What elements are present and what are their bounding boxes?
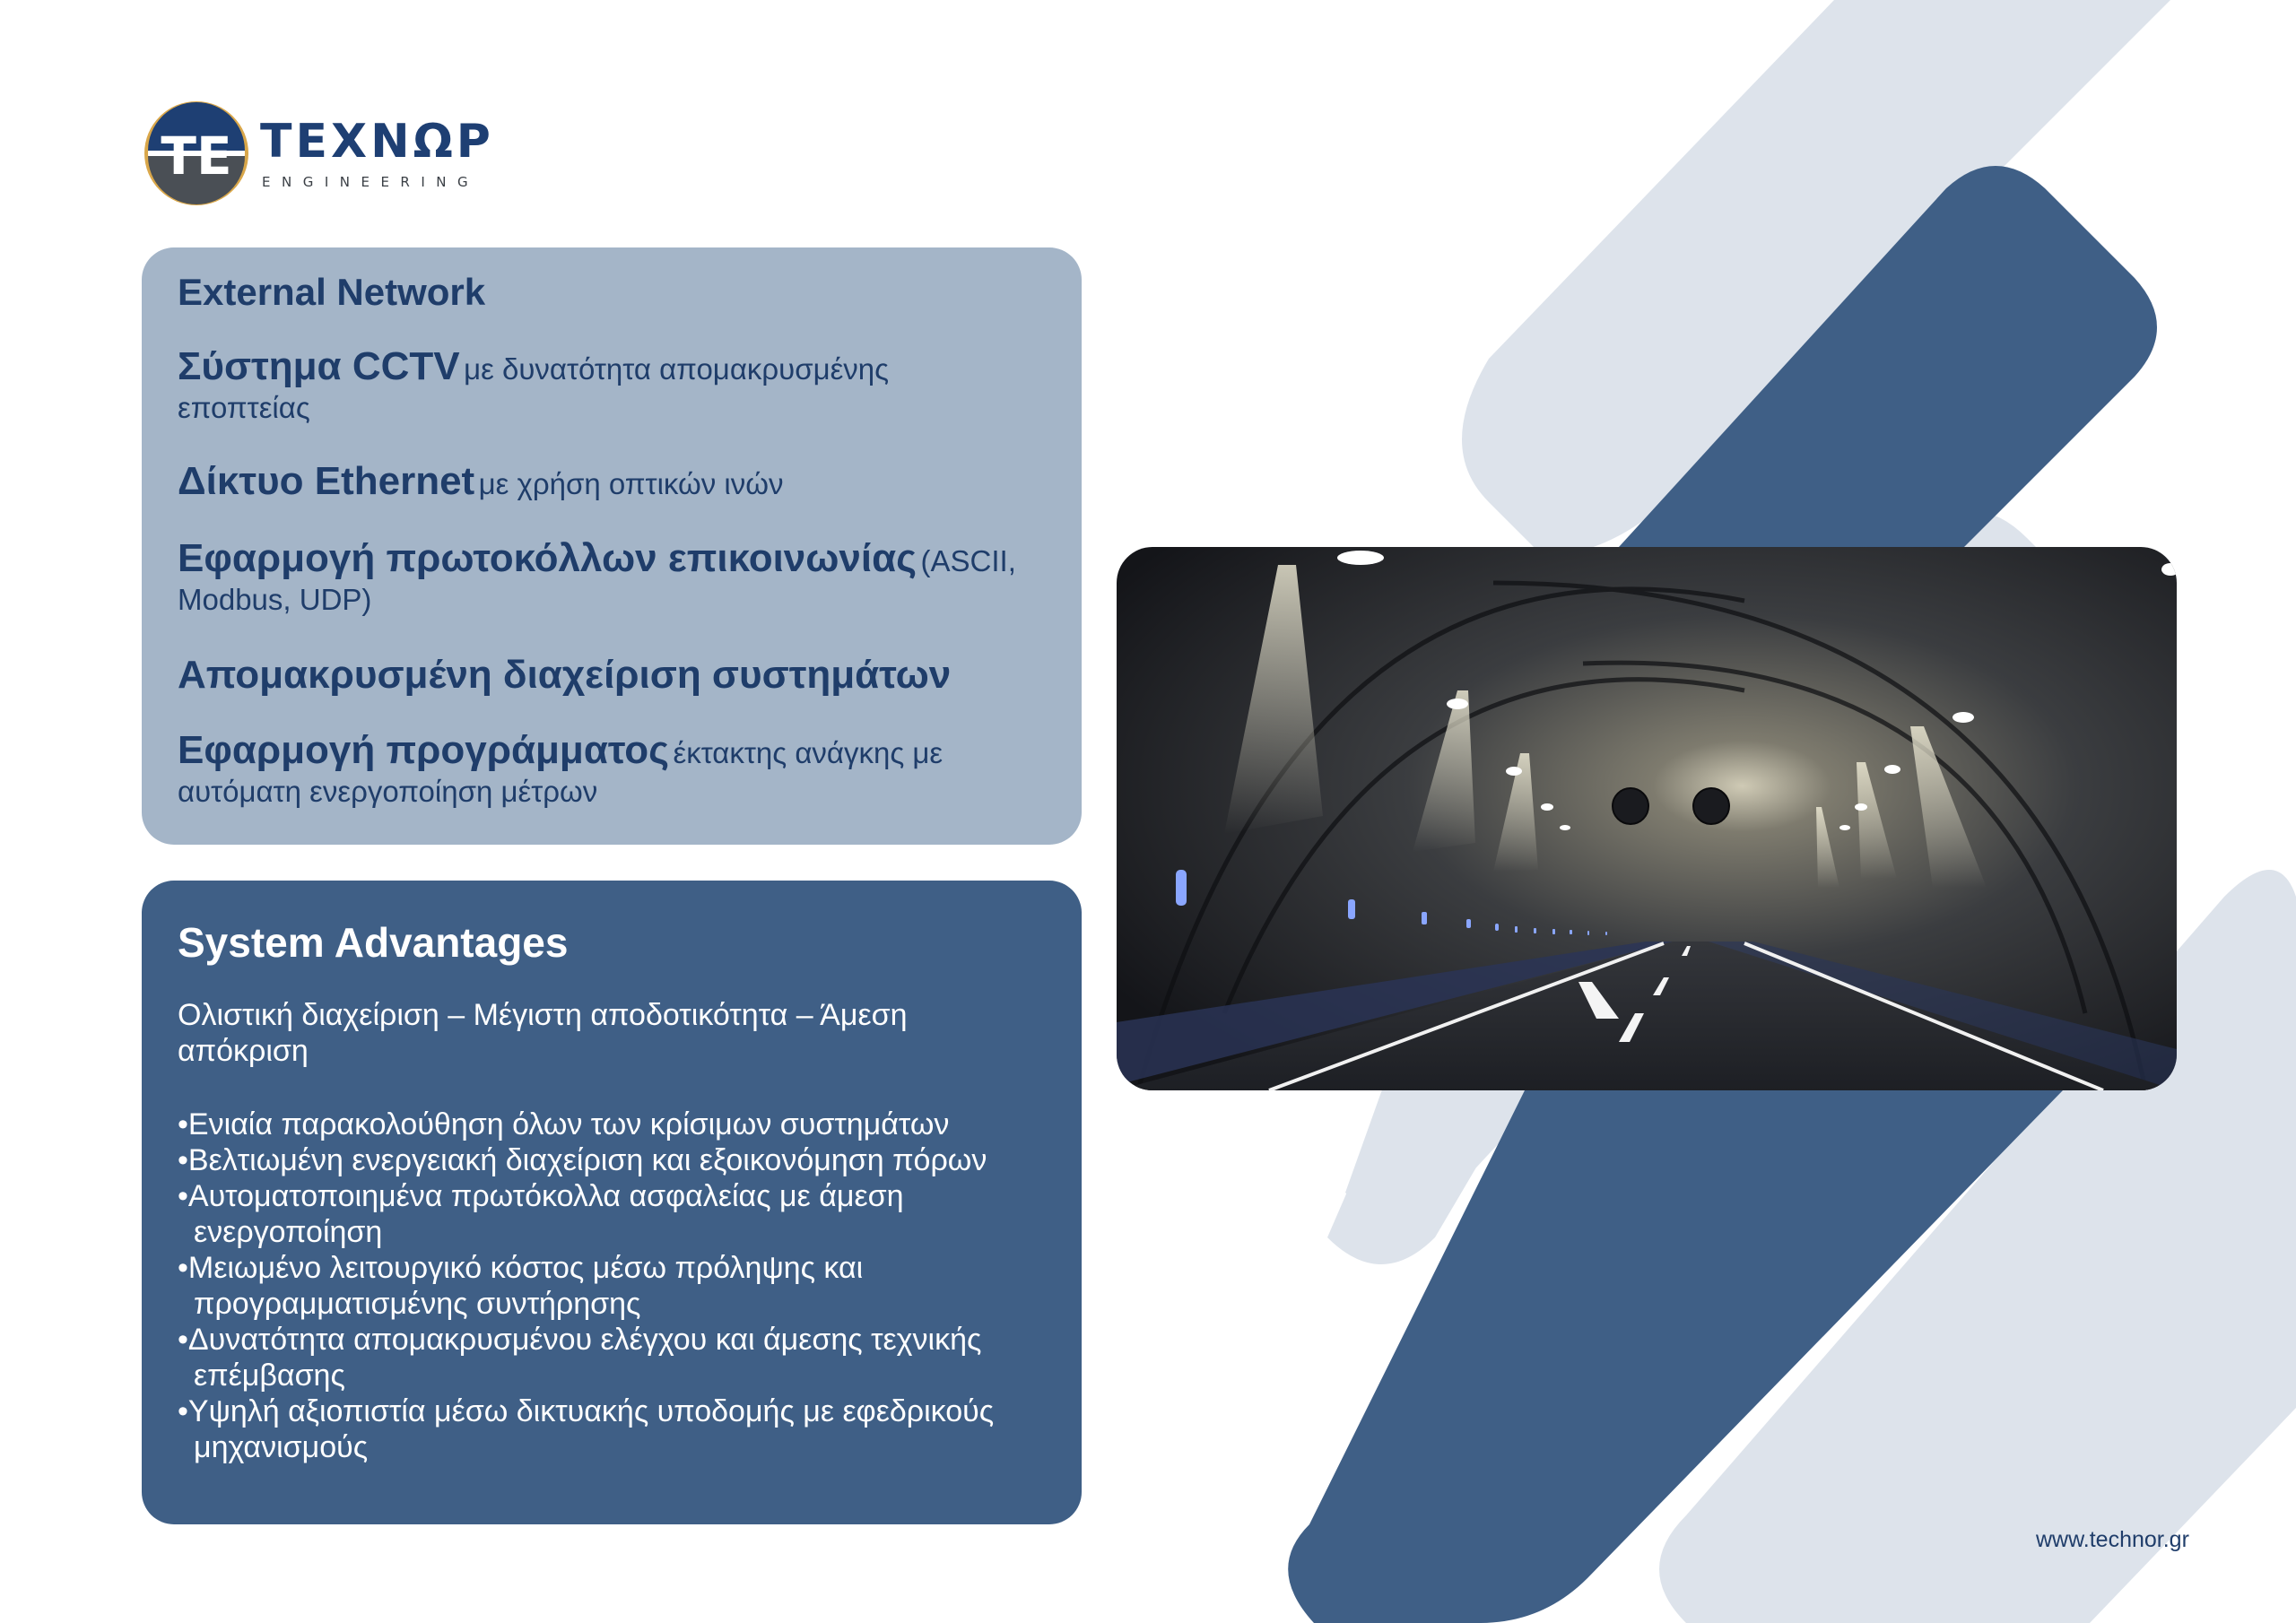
feature-item-heading: Εφαρμογή πρωτοκόλλων επικοινωνίας — [178, 536, 918, 580]
feature-item — [178, 728, 1021, 811]
feature-item-detail: με δυνατότητα απομακρυσμένης εποπτείας — [178, 352, 890, 424]
feature-item-detail: έκτακτης ανάγκης με αυτόματη ενεργοποίηση μέτρων — [178, 736, 944, 808]
logo-monogram-badge — [142, 99, 251, 208]
list-item: •Βελτιωμένη ενεργειακή διαχείριση και εξοικονόμηση πόρων — [178, 1143, 987, 1177]
feature-item — [178, 344, 1021, 427]
feature-item — [178, 459, 1021, 504]
feature-item-detail: με χρήση οπτικών ινών — [478, 467, 784, 500]
logo-tagline: ENGINEERING — [262, 174, 480, 190]
system-advantages-card — [142, 881, 1082, 1524]
feature-item-heading: Δίκτυο Ethernet — [178, 459, 475, 503]
logo-monogram-text: TE — [161, 126, 232, 187]
tunnel-illustration — [1117, 547, 2177, 1090]
system-advantages-tagline: Ολιστική διαχείριση – Μέγιστη αποδοτικότητα – Άμεση απόκριση — [178, 998, 908, 1068]
feature-item-detail: (ASCII, Modbus, UDP) — [178, 544, 1016, 616]
list-item: •Υψηλή αξιοπιστία μέσω δικτυακής υποδομής με εφεδρικούς μηχανισμούς — [178, 1394, 995, 1464]
feature-item — [178, 536, 1021, 619]
list-item: •Αυτοματοποιημένα πρωτόκολλα ασφαλείας με άμεση ενεργοποίηση — [178, 1179, 904, 1249]
feature-item-heading: Εφαρμογή προγράμματος — [178, 728, 670, 772]
logo-wordmark: ΤΕΧΝΩΡ — [260, 115, 494, 169]
external-network-title: External Network — [178, 271, 486, 313]
feature-item-heading: Απομακρυσμένη διαχείριση συστημάτων — [178, 653, 952, 697]
company-logo — [142, 97, 527, 210]
footer-website-link[interactable]: www.technor.gr — [2036, 1527, 2189, 1552]
list-item: •Μειωμένο λειτουργικό κόστος μέσω πρόληψης και προγραμματισμένης συντήρησης — [178, 1251, 864, 1321]
tunnel-photo — [1117, 547, 2177, 1090]
external-network-card — [142, 247, 1082, 845]
list-item: •Ενιαία παρακολούθηση όλων των κρίσιμων συστημάτων — [178, 1107, 950, 1141]
advantages-list — [178, 1107, 1057, 1465]
feature-item — [178, 653, 1021, 698]
system-advantages-title: System Advantages — [178, 919, 569, 966]
list-item: •Δυνατότητα απομακρυσμένου ελέγχου και άμεσης τεχνικής επέμβασης — [178, 1323, 982, 1393]
feature-item-heading: Σύστημα CCTV — [178, 344, 460, 388]
